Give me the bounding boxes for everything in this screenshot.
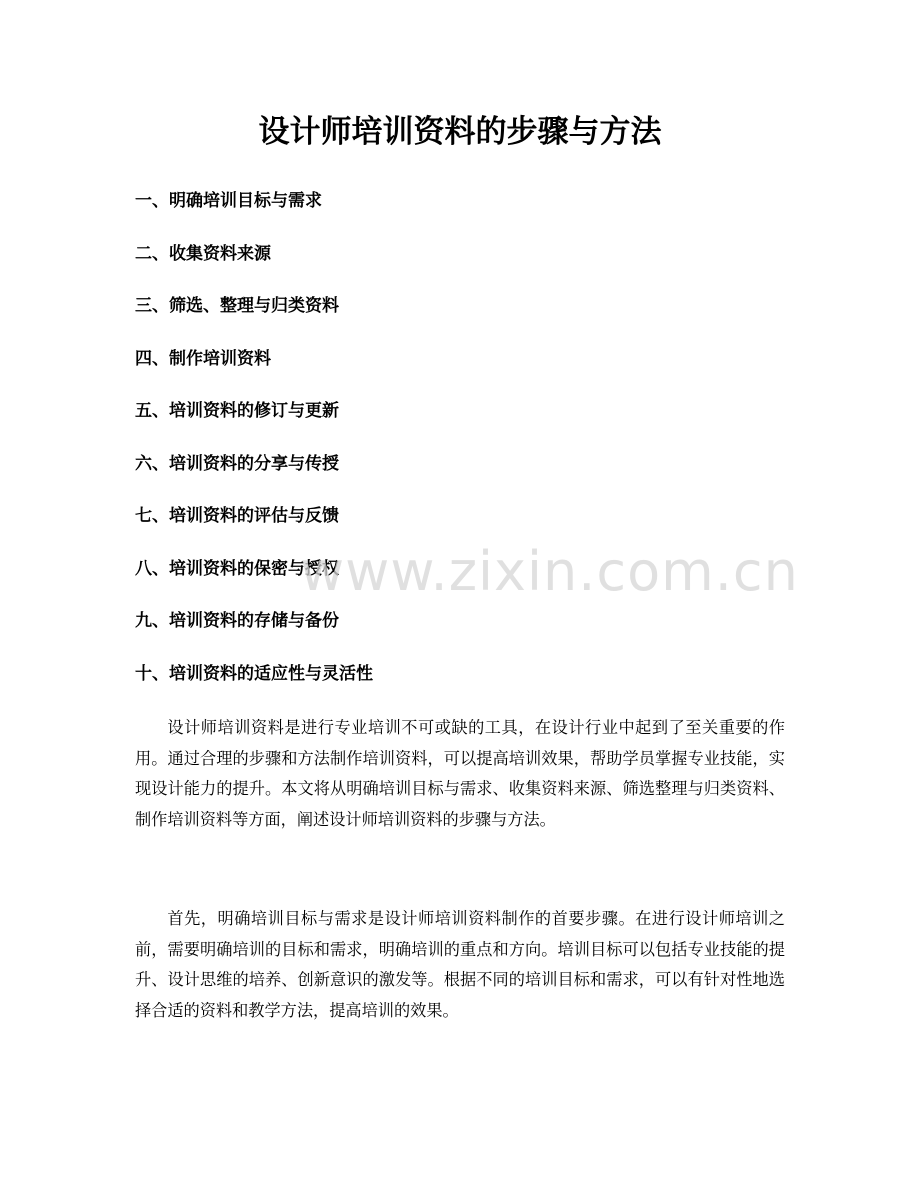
toc-item: 七、培训资料的评估与反馈 [135, 506, 339, 526]
body-paragraph-first-step: 首先，明确培训目标与需求是设计师培训资料制作的首要步骤。在进行设计师培训之前，需要明确培训的目标和需求，明确培训的重点和方向。培训目标可以包括专业技能的提升、设计思维的培养、创新意识的激发等。根据不同的培训目标和需求，可以有针对性地选择合适的资料和教学方法，提高培训的效果。 [135, 909, 785, 1020]
toc-item: 八、培训资料的保密与授权 [135, 558, 339, 579]
watermark: www.zixin.com.cn [300, 540, 799, 603]
toc-item: 四、制作培训资料 [135, 348, 271, 369]
toc-item: 一、明确培训目标与需求 [135, 191, 322, 211]
body-paragraph-intro: 设计师培训资料是进行专业培训不可或缺的工具，在设计行业中起到了至关重要的作用。通过合理的步骤和方法制作培训资料，可以提高培训效果，帮助学员掌握专业技能，实现设计能力的提升。本文将从明确培训目标与需求、收集资料来源、筛选整理与归类资料、制作培训资料等方面，阐述设计师培训资料的步骤与方法。 [135, 718, 785, 829]
toc-item: 六、培训资料的分享与传授 [135, 453, 339, 474]
toc-item: 五、培训资料的修订与更新 [135, 401, 339, 421]
toc-item: 三、筛选、整理与归类资料 [135, 296, 339, 316]
toc-item: 十、培训资料的适应性与灵活性 [135, 663, 373, 684]
page-title: 设计师培训资料的步骤与方法 [258, 114, 662, 150]
toc-item: 九、培训资料的存储与备份 [135, 611, 339, 631]
toc-item: 二、收集资料来源 [135, 243, 271, 264]
table-of-contents [135, 184, 795, 709]
